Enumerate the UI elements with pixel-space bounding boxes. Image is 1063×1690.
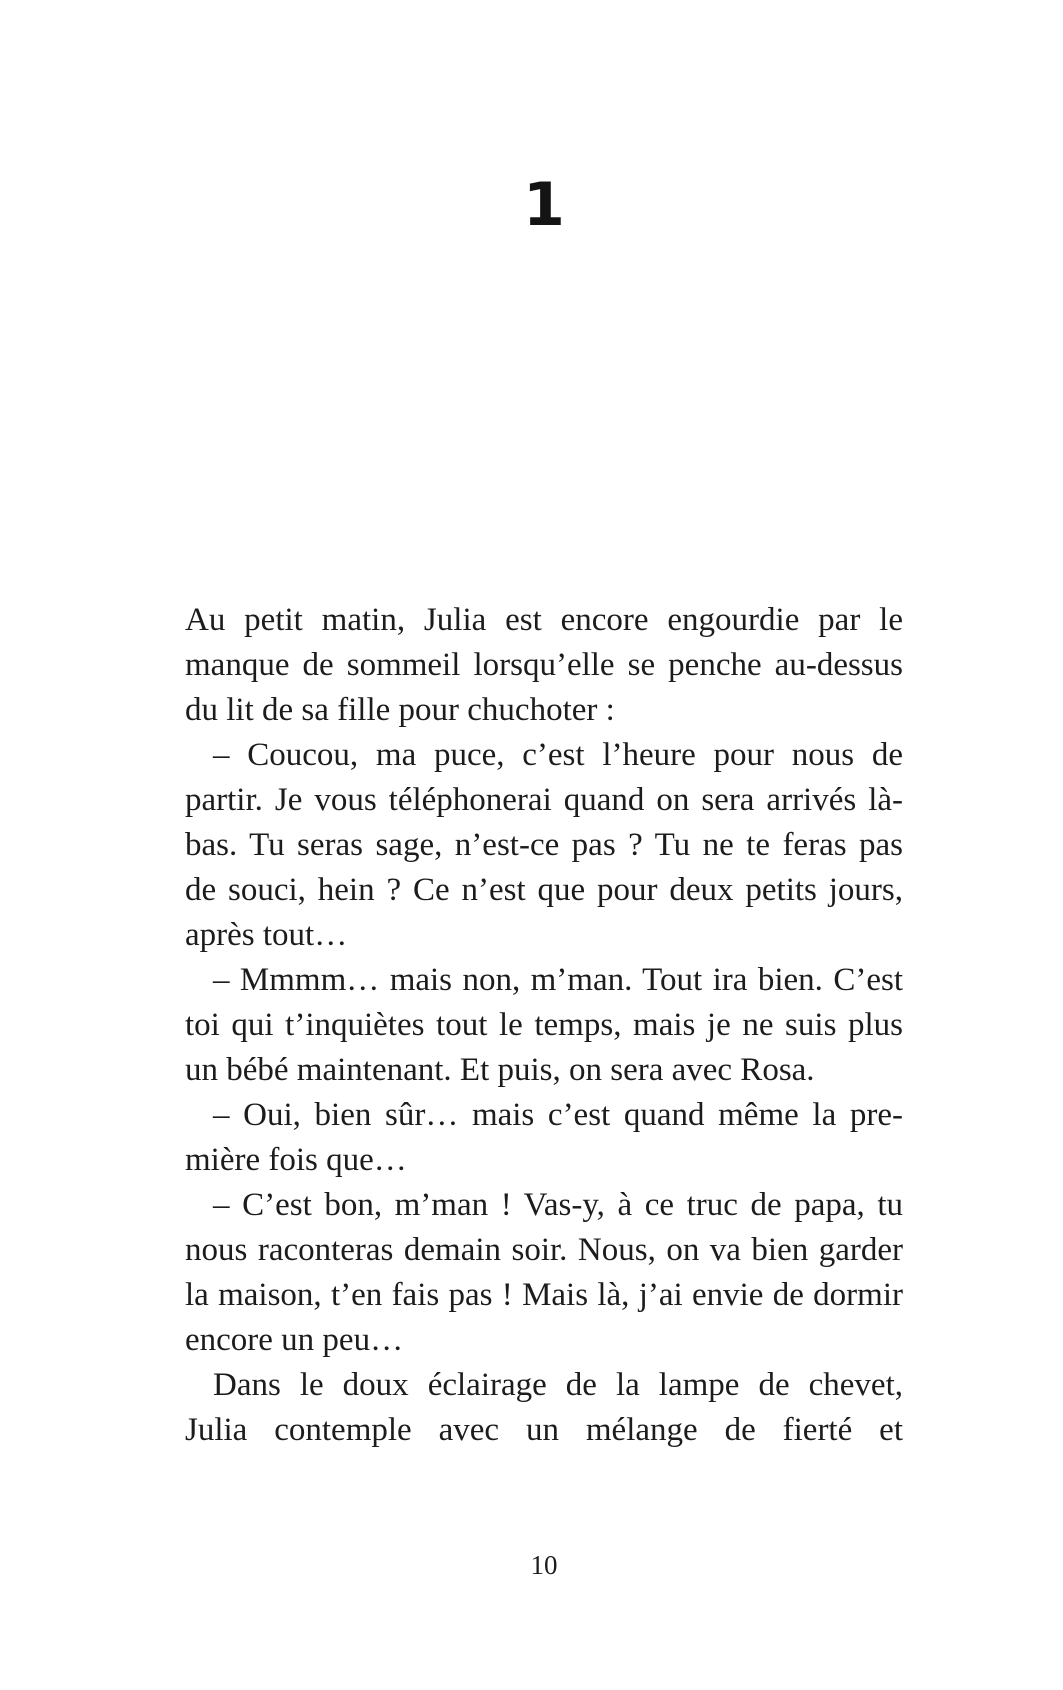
page-number: 10: [530, 1550, 558, 1580]
text-line: du lit de sa fille pour chuchoter :: [185, 692, 615, 728]
text-line: mière fois que…: [185, 1142, 407, 1178]
text-line: – Coucou, ma puce, c’est l’heure pour nous de: [213, 737, 903, 773]
text-line: encore un peu…: [185, 1322, 404, 1358]
text-line: la maison, t’en fais pas ! Mais là, j’ai envie de dormir: [185, 1277, 903, 1313]
text-line: Dans le doux éclairage de la lampe de chevet,: [213, 1367, 903, 1403]
text-line: de souci, hein ? Ce n’est que pour deux petits jours,: [185, 872, 903, 908]
text-line: partir. Je vous téléphonerai quand on sera arrivés là-: [185, 782, 903, 818]
text-line: – Oui, bien sûr… mais c’est quand même la pre-: [213, 1097, 903, 1133]
text-line: Julia contemple avec un mélange de fierté et: [185, 1412, 903, 1448]
text-line: toi qui t’inquiètes tout le temps, mais je ne suis plus: [185, 1007, 903, 1043]
text-line: – C’est bon, m’man ! Vas-y, à ce truc de papa, tu: [213, 1187, 903, 1223]
text-line: manque de sommeil lorsqu’elle se penche au-dessus: [185, 647, 903, 683]
text-line: nous raconteras demain soir. Nous, on va bien garder: [185, 1232, 903, 1268]
text-line: – Mmmm… mais non, m’man. Tout ira bien. C’est: [213, 962, 903, 998]
chapter-number: 1: [523, 170, 565, 240]
text-line: après tout…: [185, 917, 348, 953]
text-line: un bébé maintenant. Et puis, on sera avec Rosa.: [185, 1052, 815, 1088]
text-line: bas. Tu seras sage, n’est-ce pas ? Tu ne te feras pas: [185, 827, 903, 863]
text-line: Au petit matin, Julia est encore engourdie par le: [185, 602, 903, 638]
body-text: [185, 598, 903, 1453]
